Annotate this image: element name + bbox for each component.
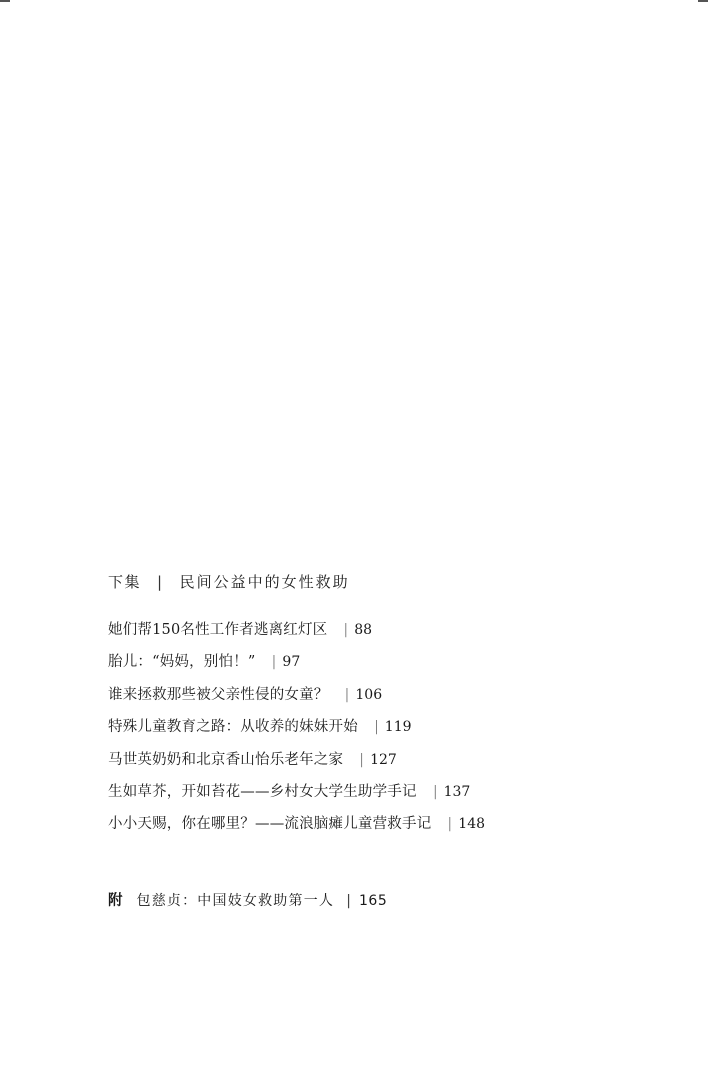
appendix-entry[interactable] bbox=[108, 891, 387, 911]
toc-entry-page: 119 bbox=[384, 719, 412, 736]
toc-entry-separator: | bbox=[344, 686, 350, 703]
toc-entry-page: 97 bbox=[282, 654, 301, 671]
toc-entry[interactable] bbox=[108, 652, 485, 684]
toc-entry-separator: | bbox=[271, 654, 277, 671]
toc-entry-page: 88 bbox=[354, 622, 373, 638]
toc-entry-separator: | bbox=[359, 751, 365, 768]
toc-entry-title: 特殊儿童教育之路：从收养的妹妹开始 bbox=[108, 719, 358, 736]
toc-entry[interactable] bbox=[108, 750, 485, 782]
appendix-page: 165 bbox=[359, 893, 388, 909]
toc-entry-separator: | bbox=[447, 816, 453, 833]
toc-entry-title: 马世英奶奶和北京香山怡乐老年之家 bbox=[108, 751, 344, 768]
toc-entry-separator: | bbox=[373, 719, 379, 736]
section-separator: | bbox=[157, 573, 164, 591]
toc-entry-page: 148 bbox=[458, 816, 486, 833]
toc-entry-title: 生如草芥，开如苔花——乡村女大学生助学手记 bbox=[108, 783, 417, 800]
toc-entry-page: 127 bbox=[370, 751, 397, 768]
appendix-label: 附 bbox=[108, 893, 123, 909]
toc-entry[interactable] bbox=[108, 782, 485, 814]
toc-entry[interactable] bbox=[108, 620, 485, 652]
toc-entry-separator: | bbox=[343, 622, 349, 638]
toc-entry-separator: | bbox=[432, 783, 438, 800]
section-heading bbox=[108, 572, 350, 592]
toc-entry-page: 106 bbox=[355, 686, 383, 703]
section-subtitle: 民间公益中的女性救助 bbox=[179, 573, 350, 591]
toc-entry[interactable] bbox=[108, 685, 485, 717]
appendix-title: 包慈贞：中国妓女救助第一人 bbox=[136, 893, 335, 909]
crop-mark-right bbox=[698, 0, 708, 2]
toc-entry[interactable] bbox=[108, 717, 485, 749]
table-of-contents bbox=[108, 620, 485, 847]
toc-entry[interactable] bbox=[108, 814, 485, 846]
toc-entry-title: 小小天赐，你在哪里？——流浪脑瘫儿童营救手记 bbox=[108, 816, 432, 833]
crop-mark-left bbox=[0, 0, 10, 2]
toc-entry-page: 137 bbox=[443, 783, 471, 800]
appendix-separator: | bbox=[346, 893, 351, 909]
section-label: 下集 bbox=[108, 573, 142, 591]
toc-entry-title: 她们帮150名性工作者逃离红灯区 bbox=[108, 622, 328, 638]
toc-entry-title: 胎儿：“妈妈，别怕！” bbox=[108, 654, 256, 671]
toc-entry-title: 谁来拯救那些被父亲性侵的女童？ bbox=[108, 686, 329, 703]
